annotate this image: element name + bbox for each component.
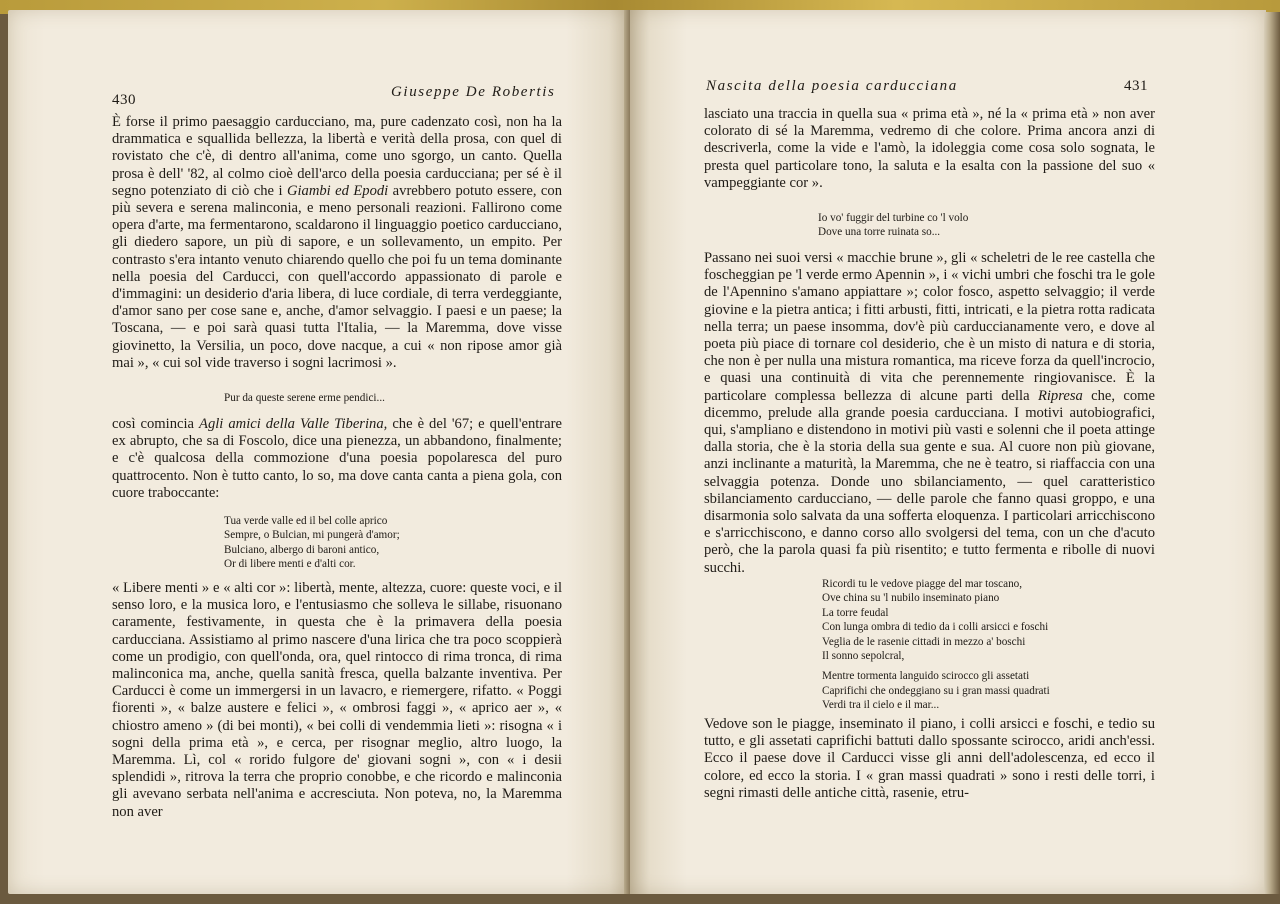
- paragraph-text: lasciato una traccia in quella sua « prima età », né la « prima età » non aver colorato di sé la Maremma, vedremo di che colore. Prima ancora anzi di descriverla, come la vide e l'amò, la idoleggia come cosa solo sognata, le presta quel particolare tono, la saluta e la esalta con la passione del suo « vampeggiante cor ».: [704, 106, 1155, 191]
- paragraph-text: così comincia: [112, 416, 195, 432]
- verse-line: Il sonno sepolcral,: [822, 650, 905, 663]
- paragraph: [112, 580, 562, 821]
- paragraph: [704, 106, 1155, 192]
- work-title: Ripresa: [1037, 387, 1083, 404]
- work-title: Giambi ed Epodi: [286, 182, 389, 199]
- left-page: [8, 10, 628, 894]
- verse-line: Ricordi tu le vedove piagge del mar toscano,: [822, 578, 1023, 590]
- page-stack-edge: [1264, 12, 1280, 894]
- verse-line: Or di libere menti e d'alti cor.: [224, 558, 356, 571]
- verse-line: Io vo' fuggir del turbine co 'l volo: [818, 212, 969, 224]
- verse-line: Caprifichi che ondeggiano su i gran massi quadrati: [822, 684, 1050, 697]
- verse-line: Veglia de le rasenie cittadi in mezzo a' boschi: [822, 635, 1026, 648]
- paragraph: [112, 416, 562, 502]
- verse-line: Tua verde valle ed il bel colle aprico: [224, 515, 388, 527]
- running-head: Giuseppe De Robertis: [391, 84, 556, 100]
- verse-quote: [224, 391, 385, 405]
- verse-line: Bulciano, albergo di baroni antico,: [224, 543, 380, 556]
- paragraph-text: Passano nei suoi versi « macchie brune », gli « scheletri de le ree castella che foscheggian pe 'l verde ermo Apennin », i « vichi umbri che foschi tra le gole de l'Apennino s'amano appiattare »; color fosco, aspetto selvaggio; il verde giovine e la pietra antica; i fitti arbusti, fitti, intricati, e la pietra rotta radicata nella terra; un paese insomma, dov'è più carduccianamente vero, e dove al poeta più piace di tornare col desiderio, che è un misto di natura e di storia, che non è per nulla una mistura romantica, ma riceve forza da quell'incrocio, e quasi una continuità di vita che perennemente ringiovanisce. È la particolare complessa bellezza di alcune parti della: [704, 250, 1155, 404]
- verse-quote: [818, 211, 968, 240]
- verse-quote: [822, 577, 1050, 713]
- paragraph: [704, 250, 1155, 577]
- paragraph: [704, 716, 1155, 802]
- paragraph-text: che, come dicemmo, prelude alla grande poesia carducciana. I motivi autobiografici, qui, s'ampliano e distendono in motivi più vasti e solenni che il poeta attinge dalla storia, che è la storia della sua gente e sua. Al cuore non più giovane, anzi inclinante a maturità, la Maremma, che ne è teatro, si riaffaccia con una selvaggia potenza. Donde uno sbilanciamento, — quel caratteristico sbilanciamento carducciano, — delle parole che fanno quasi groppo, e una disarmonia solo salvata da una sofferta eloquenza. I particolari arricchiscono e s'arricchiscono, e danno corso allo svolgersi del tema, con un che d'acuto però, che la parola quasi fa più risentito; e tutto fermenta e ribolle di nuovi succhi.: [704, 387, 1156, 576]
- verse-line: Con lunga ombra di tedio da i colli arsicci e foschi: [822, 621, 1049, 634]
- verse-line: Dove una torre ruinata so...: [818, 226, 941, 239]
- paragraph-text: che è del '67; e quell'entrare ex abrupto, che sa di Foscolo, dice una pienezza, un abbandono, finalmente; e c'è qualcosa della commozione d'una poesia popolaresca del puro quattrocento. Non è tutto canto, lo so, ma dove canta canta a piena gola, con cuore traboccante:: [112, 416, 562, 501]
- verse-line: Sempre, o Bulcian, mi pungerà d'amor;: [224, 529, 400, 542]
- verse-line: Ove china su 'l nubilo inseminato piano: [822, 592, 1000, 605]
- page-number: 430: [112, 92, 136, 108]
- verse-line: Mentre tormenta languido scirocco gli assetati: [822, 670, 1030, 683]
- paragraph-text: avrebbero potuto essere, con più severa e serena malinconia, e meno personali reazioni. Fallirono come opera d'arte, ma fermentarono, scaldarono il linguaggio poetico carducciano, gli diedero sapore, un più di sapore, e un sollevamento, un empito. Per contrasto s'era intanto venuto chiarendo quello che poi fu un tema dominante nella poesia del Carducci, con quell'accordo appassionato di parole e d'immagini: un desiderio d'aria libera, di luce cordiale, di terra verdeggiante, d'amor sano per cose sane e, anche, d'amor selvaggio. I paesi e un paese; la Toscana, — e poi sarà quasi tutta l'Italia, — la Maremma, dove visse giovinetto, la Versilia, un poco, dove nacque, a cui « non ripose amor già mai », « cui sol vide traverso i sogni lacrimosi ».: [112, 182, 562, 371]
- verse-quote: [224, 514, 400, 572]
- paragraph-text: « Libere menti » e « alti cor »: libertà, mente, altezza, cuore: queste voci, e il senso loro, e la musica loro, e l'entusiasmo che solleva le sillabe, risuonano caramente, festivamente, in questa che è la primavera della poesia carducciana. Assistiamo al primo nascere d'una lirica che tra poco scoppierà come un prodigio, con quell'onda, ora, quel rintocco di rima tronca, di rima malinconica ma, anche, quella sanità fresca, quella balzante inventiva. Per Carducci è come un immergersi in un lavacro, e riemergere, rifatto. « Poggi fiorenti », « balze austere e felici », « ombrosi faggi », « aprico aer », « chiostro ameno » (di bei monti), « bei colli di vendemmia lieti »: risogna « i sogni della prima età », e cerca, per risognar meglio, altro luogo, la Maremma. Lì, col « rorido fulgore de' giovani sogni », con « i desii splendidi », ritrova la terra che proprio conobbe, e che ricordo e malinconia gli avevano serbata nell'anima e accresciuta. Non poteva, no, la Maremma non aver: [112, 580, 562, 820]
- paragraph-text: È forse il primo paesaggio carducciano, ma, pure cadenzato così, non ha la drammatica e squallida bellezza, la libertà e verità della prosa, con quel di rovistato che c'è, di dentro all'anima, come uno sgorgo, un canto. Quella prosa è dell' '82, al colmo cioè dell'arco della poesia carducciana; per sé è il segno potenziato di ciò che i: [112, 114, 562, 199]
- right-page: [630, 10, 1266, 894]
- running-head: Nascita della poesia carducciana: [706, 78, 958, 94]
- paragraph: [112, 114, 562, 372]
- paragraph-text: Vedove son le piagge, inseminato il piano, i colli arsicci e foschi, e tedio su tutto, e gli assetati caprifichi battuti dallo spossante scirocco, aridi anch'essi. Ecco il paese dove il Carducci visse gli anni dell'adolescenza, ed ecco il colore, ed ecco la storia. I « gran massi quadrati » sono i resti delle torri, i segni rimasti delle antiche città, rasenie, etru-: [704, 716, 1155, 801]
- verse-line: Verdi tra il cielo e il mar...: [822, 699, 940, 712]
- work-title: Agli amici della Valle Tiberina,: [199, 416, 388, 432]
- verse-line: La torre feudal: [822, 606, 889, 619]
- page-number: 431: [1124, 78, 1148, 94]
- verse-line: Pur da queste serene erme pendici...: [224, 392, 385, 404]
